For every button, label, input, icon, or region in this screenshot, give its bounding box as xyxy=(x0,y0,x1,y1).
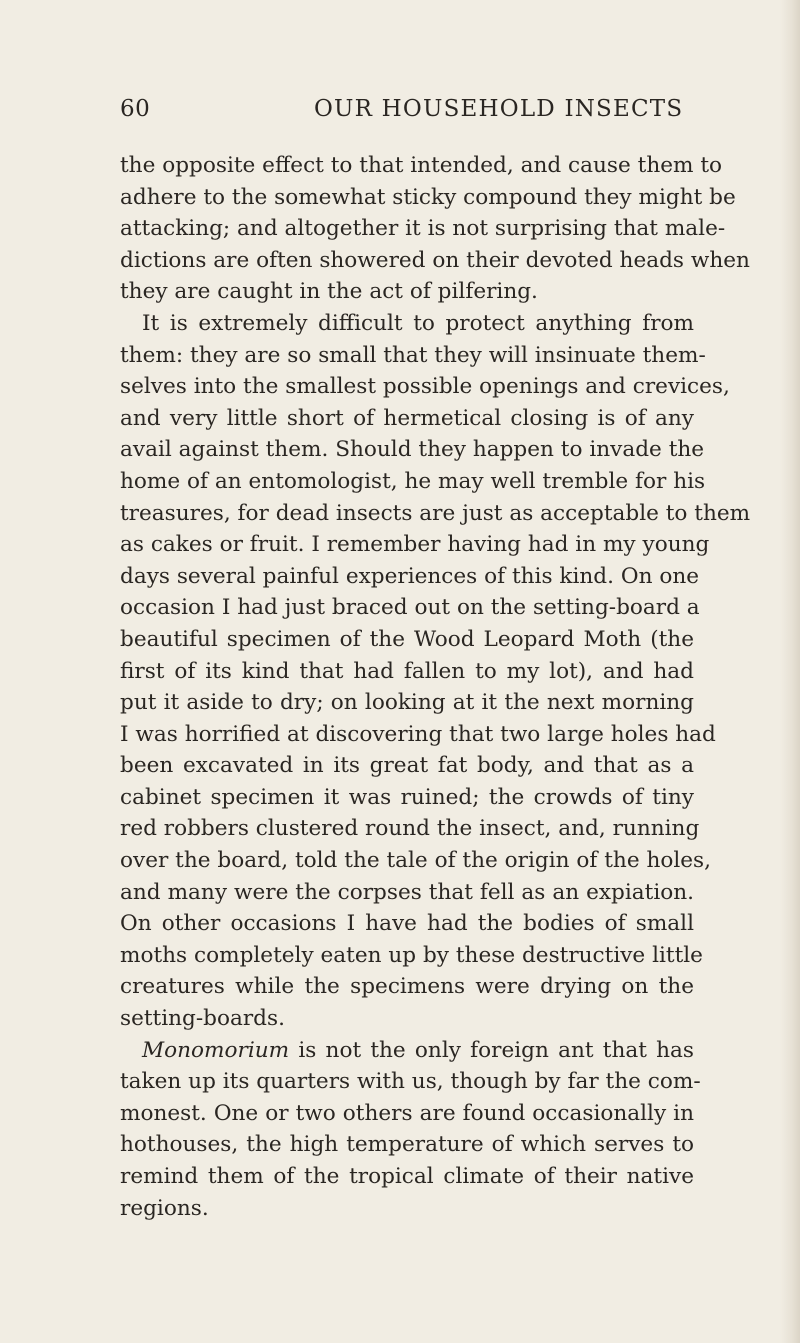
text-line: the opposite effect to that intended, and cause them to xyxy=(120,153,723,178)
text-line: selves into the smallest possible openings and crevices, xyxy=(120,374,730,400)
running-head: OUR HOUSEHOLD INSECTS xyxy=(314,96,684,122)
text-line: beautiful specimen of the Wood Leopard Moth (the xyxy=(120,626,694,652)
text-line: treasures, for dead insects are just as acceptable to them xyxy=(120,500,751,526)
text-line: It is extremely difficult to protect anything from xyxy=(142,310,694,336)
text-line: I was horrified at discovering that two large holes had xyxy=(120,721,716,747)
text-line: adhere to the somewhat sticky compound they might be xyxy=(120,184,736,210)
text-line: over the board, told the tale of the origin of the holes, xyxy=(120,848,712,874)
page-header xyxy=(120,96,692,132)
text-line: setting-boards. xyxy=(120,1006,285,1032)
text-line: and many were the corpses that fell as an expiation. xyxy=(120,879,694,905)
text-line: put it aside to dry; on looking at it the next morning xyxy=(120,690,694,716)
text-line: taken up its quarters with us, though by far the com- xyxy=(120,1069,701,1095)
text-line: and very little short of hermetical closing is of any xyxy=(120,405,694,431)
text-line: cabinet specimen it was ruined; the crowds of tiny xyxy=(120,784,694,810)
paragraph-3 xyxy=(120,1035,701,1225)
text-line: home of an entomologist, he may well tremble for his xyxy=(120,468,706,494)
text-line: remind them of the tropical climate of their native xyxy=(120,1164,694,1189)
text-line: as cakes or fruit. I remember having had in my young xyxy=(120,532,710,558)
text-line: dictions are often showered on their devoted heads when xyxy=(120,247,750,273)
text-line: On other occasions I have had the bodies of small xyxy=(120,911,694,937)
text-line: hothouses, the high temperature of which serves to xyxy=(120,1132,694,1158)
text-line: avail against them. Should they happen to invade the xyxy=(120,437,705,463)
paragraph-1 xyxy=(120,150,750,308)
text-line: attacking; and altogether it is not surprising that male- xyxy=(120,216,726,242)
paragraph-2 xyxy=(120,308,751,1035)
text-line: moths completely eaten up by these destructive little xyxy=(120,942,703,968)
page-number: 60 xyxy=(120,96,151,122)
text-line: occasion I had just braced out on the setting-board a xyxy=(120,595,700,621)
text-line: first of its kind that had fallen to my lot), and had xyxy=(120,658,694,684)
text-line: regions. xyxy=(120,1195,209,1221)
species-name: Monomorium xyxy=(142,1037,290,1063)
text-line: been excavated in its great fat body, and that as a xyxy=(120,753,694,779)
text-line: they are caught in the act of pilfering. xyxy=(120,279,538,305)
body-text xyxy=(120,150,751,1224)
text-line: them: they are so small that they will insinuate them- xyxy=(120,342,706,368)
text-line: red robbers clustered round the insect, and, running xyxy=(120,816,700,842)
text-line xyxy=(120,1035,694,1067)
text-line: days several painful experiences of this kind. On one xyxy=(120,563,700,589)
text-line-rest: is not the only foreign ant that has xyxy=(289,1037,694,1063)
text-line: creatures while the specimens were drying on the xyxy=(120,974,694,1000)
text-line: monest. One or two others are found occasionally in xyxy=(120,1100,694,1126)
